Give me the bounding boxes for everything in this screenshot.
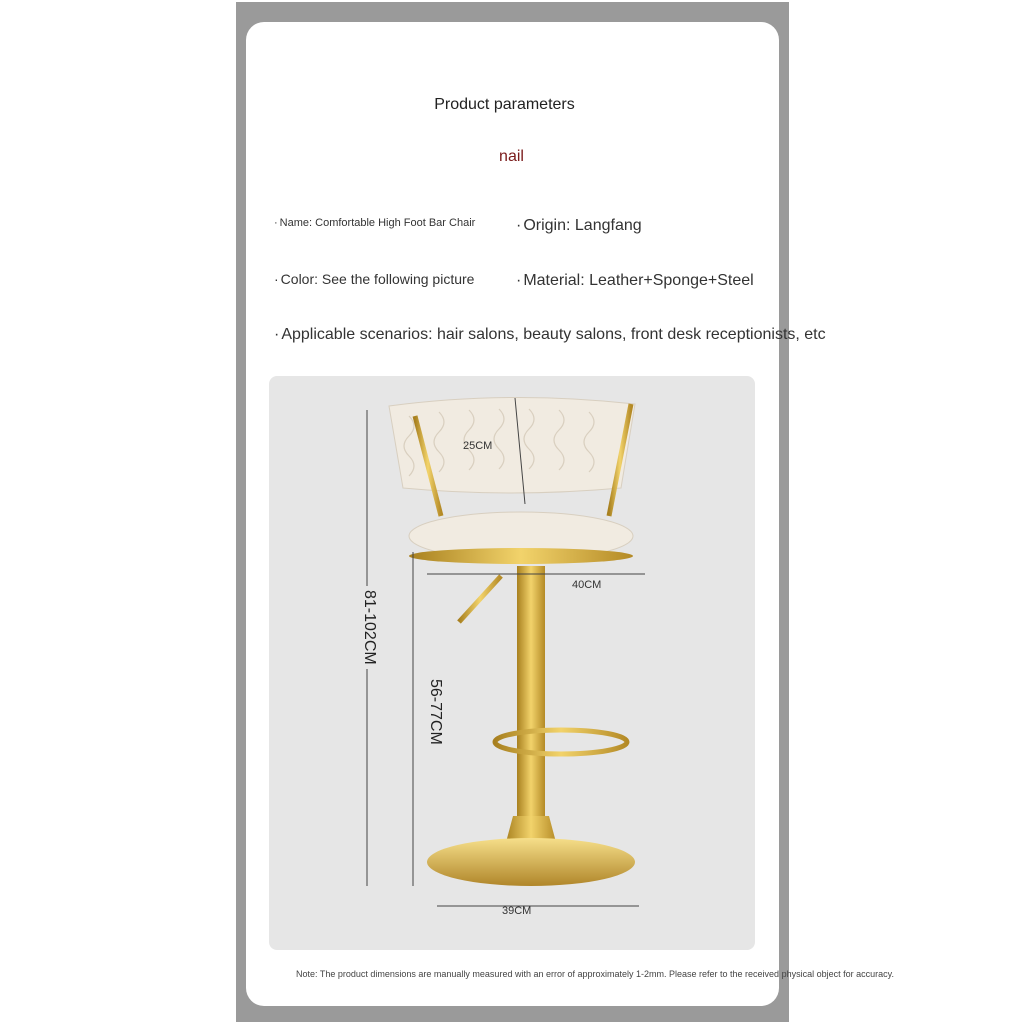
page-subtitle: nail (499, 148, 524, 165)
dim-backrest-label: 25CM (463, 440, 493, 452)
param-origin: · Origin: Langfang (516, 217, 642, 234)
gas-column (517, 566, 545, 816)
param-color-text: Color: See the following picture (280, 271, 475, 287)
backrest (389, 397, 635, 493)
param-name-text: Name: Comfortable High Foot Bar Chair (279, 217, 476, 229)
product-image (269, 376, 755, 950)
param-color: · Color: See the following picture (274, 271, 475, 287)
param-material: · Material: Leather+Sponge+Steel (516, 272, 754, 289)
seat-rim (409, 548, 633, 564)
param-name: · Name: Comfortable High Foot Bar Chair (274, 217, 476, 229)
param-origin-text: Origin: Langfang (523, 217, 642, 234)
param-scenarios-text: Applicable scenarios: hair salons, beauty salons, front desk receptionists, etc (281, 326, 826, 343)
param-material-text: Material: Leather+Sponge+Steel (523, 272, 754, 289)
dim-base-width-label: 39CM (502, 905, 532, 917)
page-title: Product parameters (434, 96, 575, 113)
measurement-note: Note: The product dimensions are manually measured with an error of approximately 1-2mm. Please refer to the received physical object for accuracy. (296, 969, 894, 979)
dim-seat-width-label: 40CM (572, 579, 602, 591)
height-lever (459, 576, 501, 622)
base-plate (427, 838, 635, 886)
bar-chair-illustration (269, 376, 755, 950)
dim-total-height-label: 81-102CM (360, 586, 378, 669)
dim-seat-height-label: 56-77CM (426, 675, 444, 749)
param-scenarios: · Applicable scenarios: hair salons, beauty salons, front desk receptionists, etc (274, 326, 826, 343)
footrest-ring (495, 730, 627, 754)
